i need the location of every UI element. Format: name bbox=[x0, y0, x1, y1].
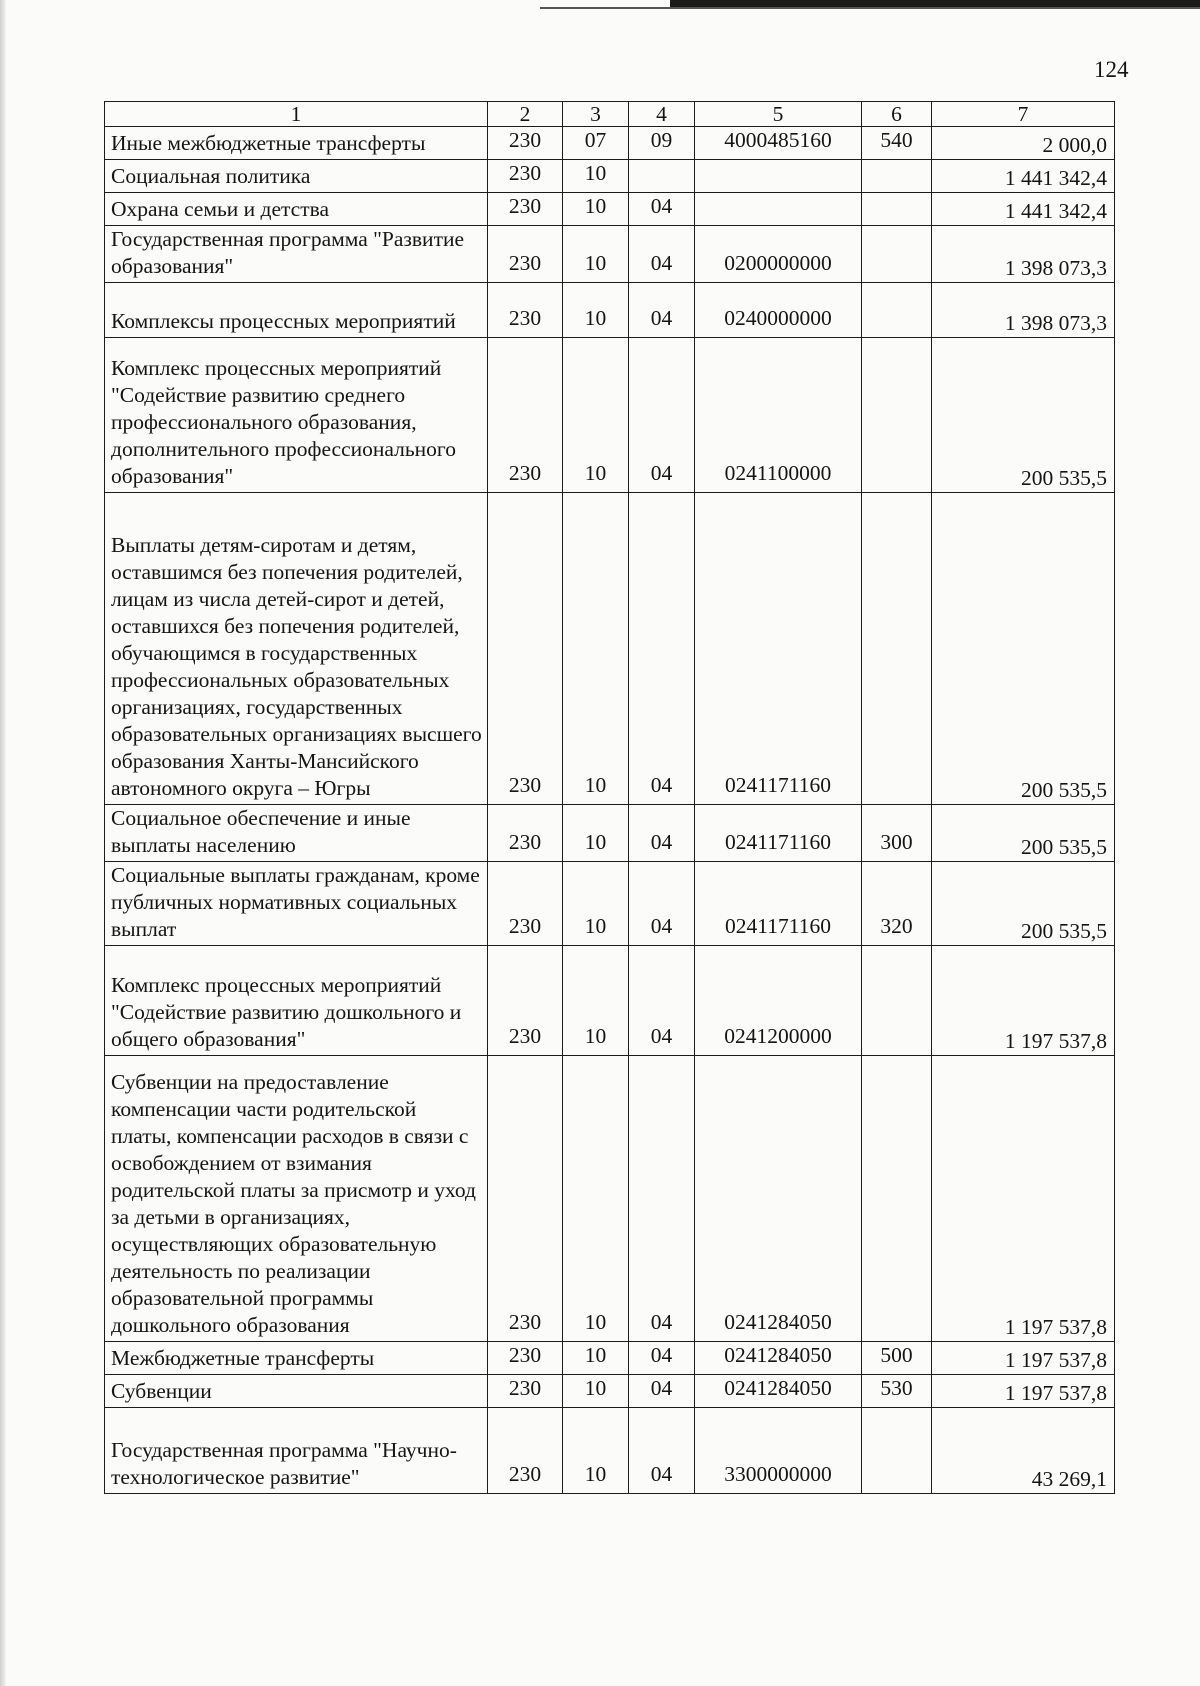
row-col4-cell: 04 bbox=[629, 862, 695, 946]
header-cell-1: 1 bbox=[105, 102, 488, 127]
row-col2-cell: 230 bbox=[488, 1342, 563, 1375]
table-row bbox=[105, 1375, 1115, 1408]
header-cell-3: 3 bbox=[563, 102, 629, 127]
row-col2-cell: 230 bbox=[488, 160, 563, 193]
row-col5-cell: 0240000000 bbox=[695, 283, 862, 338]
row-col6-cell: 530 bbox=[862, 1375, 932, 1408]
row-col2-cell: 230 bbox=[488, 1408, 563, 1494]
table-row bbox=[105, 1342, 1115, 1375]
row-col4-cell: 04 bbox=[629, 226, 695, 283]
budget-table bbox=[104, 101, 1115, 1494]
row-amount-cell: 1 197 537,8 bbox=[932, 1375, 1115, 1408]
row-col5-cell: 0241284050 bbox=[695, 1375, 862, 1408]
row-col3-cell: 10 bbox=[563, 946, 629, 1056]
row-col2-cell: 230 bbox=[488, 1375, 563, 1408]
row-col3-cell: 10 bbox=[563, 193, 629, 226]
row-col2-cell: 230 bbox=[488, 805, 563, 862]
table-row bbox=[105, 862, 1115, 946]
row-amount-cell: 1 441 342,4 bbox=[932, 160, 1115, 193]
row-amount-cell: 200 535,5 bbox=[932, 338, 1115, 493]
row-name-cell: Государственная программа "Развитие образования" bbox=[105, 226, 488, 283]
row-col2-cell: 230 bbox=[488, 226, 563, 283]
row-name-cell: Комплекс процессных мероприятий "Содействие развитию среднего профессионального образования, дополнительного профессионального образования" bbox=[105, 338, 488, 493]
row-col6-cell: 320 bbox=[862, 862, 932, 946]
row-col4-cell bbox=[629, 160, 695, 193]
row-name-cell: Государственная программа "Научно-технологическое развитие" bbox=[105, 1408, 488, 1494]
row-col2-cell: 230 bbox=[488, 862, 563, 946]
page-number: 124 bbox=[1094, 57, 1129, 82]
table-row bbox=[105, 946, 1115, 1056]
row-amount-cell: 200 535,5 bbox=[932, 862, 1115, 946]
row-col6-cell: 300 bbox=[862, 805, 932, 862]
scan-left-edge bbox=[0, 0, 6, 1686]
header-cell-5: 5 bbox=[695, 102, 862, 127]
row-col5-cell bbox=[695, 160, 862, 193]
row-col6-cell bbox=[862, 193, 932, 226]
row-amount-cell: 1 197 537,8 bbox=[932, 1342, 1115, 1375]
row-name-cell: Социальная политика bbox=[105, 160, 488, 193]
row-col2-cell: 230 bbox=[488, 493, 563, 805]
row-name-cell: Выплаты детям-сиротам и детям, оставшимся без попечения родителей, лицам из числа детей-сирот и детей, оставшихся без попечения родителей, обучающимся в государственных профессиональных образовательных организациях, государственных образовательных организациях высшего образования Ханты-Мансийского автономного округа – Югры bbox=[105, 493, 488, 805]
row-col6-cell: 540 bbox=[862, 127, 932, 160]
table-row bbox=[105, 1408, 1115, 1494]
row-col5-cell: 0241171160 bbox=[695, 493, 862, 805]
table-row bbox=[105, 226, 1115, 283]
row-col5-cell: 0241171160 bbox=[695, 805, 862, 862]
row-col3-cell: 10 bbox=[563, 805, 629, 862]
row-col3-cell: 07 bbox=[563, 127, 629, 160]
row-col3-cell: 10 bbox=[563, 1375, 629, 1408]
row-amount-cell: 1 197 537,8 bbox=[932, 1056, 1115, 1342]
row-col5-cell: 0241200000 bbox=[695, 946, 862, 1056]
row-col3-cell: 10 bbox=[563, 283, 629, 338]
row-col6-cell bbox=[862, 283, 932, 338]
row-col2-cell: 230 bbox=[488, 127, 563, 160]
row-amount-cell: 43 269,1 bbox=[932, 1408, 1115, 1494]
row-amount-cell: 200 535,5 bbox=[932, 805, 1115, 862]
row-col2-cell: 230 bbox=[488, 1056, 563, 1342]
row-col3-cell: 10 bbox=[563, 1408, 629, 1494]
row-col6-cell bbox=[862, 1056, 932, 1342]
row-col4-cell: 04 bbox=[629, 193, 695, 226]
row-amount-cell: 1 398 073,3 bbox=[932, 283, 1115, 338]
row-col4-cell: 04 bbox=[629, 946, 695, 1056]
scan-top-line bbox=[540, 7, 1200, 9]
row-amount-cell: 2 000,0 bbox=[932, 127, 1115, 160]
table-row bbox=[105, 805, 1115, 862]
row-col2-cell: 230 bbox=[488, 338, 563, 493]
row-name-cell: Социальное обеспечение и иные выплаты населению bbox=[105, 805, 488, 862]
table-row bbox=[105, 160, 1115, 193]
table-row bbox=[105, 127, 1115, 160]
row-amount-cell: 1 197 537,8 bbox=[932, 946, 1115, 1056]
row-col3-cell: 10 bbox=[563, 160, 629, 193]
row-name-cell: Социальные выплаты гражданам, кроме публичных нормативных социальных выплат bbox=[105, 862, 488, 946]
row-col6-cell bbox=[862, 493, 932, 805]
row-col6-cell bbox=[862, 1408, 932, 1494]
row-col4-cell: 09 bbox=[629, 127, 695, 160]
row-name-cell: Комплекс процессных мероприятий "Содействие развитию дошкольного и общего образования" bbox=[105, 946, 488, 1056]
row-col6-cell bbox=[862, 946, 932, 1056]
header-cell-7: 7 bbox=[932, 102, 1115, 127]
row-col5-cell: 0241171160 bbox=[695, 862, 862, 946]
row-amount-cell: 1 398 073,3 bbox=[932, 226, 1115, 283]
row-col5-cell: 0200000000 bbox=[695, 226, 862, 283]
row-col4-cell: 04 bbox=[629, 805, 695, 862]
table-row bbox=[105, 193, 1115, 226]
table-row bbox=[105, 1056, 1115, 1342]
row-col3-cell: 10 bbox=[563, 226, 629, 283]
row-col3-cell: 10 bbox=[563, 862, 629, 946]
row-name-cell: Охрана семьи и детства bbox=[105, 193, 488, 226]
table-row bbox=[105, 493, 1115, 805]
header-cell-4: 4 bbox=[629, 102, 695, 127]
row-col5-cell: 3300000000 bbox=[695, 1408, 862, 1494]
row-col2-cell: 230 bbox=[488, 193, 563, 226]
row-name-cell: Субвенции bbox=[105, 1375, 488, 1408]
row-col5-cell: 4000485160 bbox=[695, 127, 862, 160]
row-name-cell: Субвенции на предоставление компенсации части родительской платы, компенсации расходов в связи с освобождением от взимания родительской платы за присмотр и уход за детьми в организациях, осуществляющих образовательную деятельность по реализации образовательной программы дошкольного образования bbox=[105, 1056, 488, 1342]
row-col5-cell: 0241284050 bbox=[695, 1342, 862, 1375]
row-amount-cell: 1 441 342,4 bbox=[932, 193, 1115, 226]
row-col4-cell: 04 bbox=[629, 1342, 695, 1375]
header-cell-2: 2 bbox=[488, 102, 563, 127]
table-row bbox=[105, 338, 1115, 493]
row-col5-cell: 0241100000 bbox=[695, 338, 862, 493]
row-col4-cell: 04 bbox=[629, 493, 695, 805]
row-col4-cell: 04 bbox=[629, 283, 695, 338]
row-col2-cell: 230 bbox=[488, 946, 563, 1056]
row-col5-cell bbox=[695, 193, 862, 226]
row-name-cell: Иные межбюджетные трансферты bbox=[105, 127, 488, 160]
row-col2-cell: 230 bbox=[488, 283, 563, 338]
row-col5-cell: 0241284050 bbox=[695, 1056, 862, 1342]
row-col4-cell: 04 bbox=[629, 1056, 695, 1342]
row-col6-cell bbox=[862, 226, 932, 283]
row-col4-cell: 04 bbox=[629, 338, 695, 493]
row-col6-cell: 500 bbox=[862, 1342, 932, 1375]
row-col6-cell bbox=[862, 160, 932, 193]
row-amount-cell: 200 535,5 bbox=[932, 493, 1115, 805]
row-col4-cell: 04 bbox=[629, 1408, 695, 1494]
row-name-cell: Межбюджетные трансферты bbox=[105, 1342, 488, 1375]
row-col3-cell: 10 bbox=[563, 493, 629, 805]
header-cell-6: 6 bbox=[862, 102, 932, 127]
row-col4-cell: 04 bbox=[629, 1375, 695, 1408]
row-col3-cell: 10 bbox=[563, 1342, 629, 1375]
row-col6-cell bbox=[862, 338, 932, 493]
table-row bbox=[105, 283, 1115, 338]
row-name-cell: Комплексы процессных мероприятий bbox=[105, 283, 488, 338]
header-row bbox=[105, 102, 1115, 127]
row-col3-cell: 10 bbox=[563, 1056, 629, 1342]
scan-top-edge bbox=[670, 0, 1200, 7]
row-col3-cell: 10 bbox=[563, 338, 629, 493]
